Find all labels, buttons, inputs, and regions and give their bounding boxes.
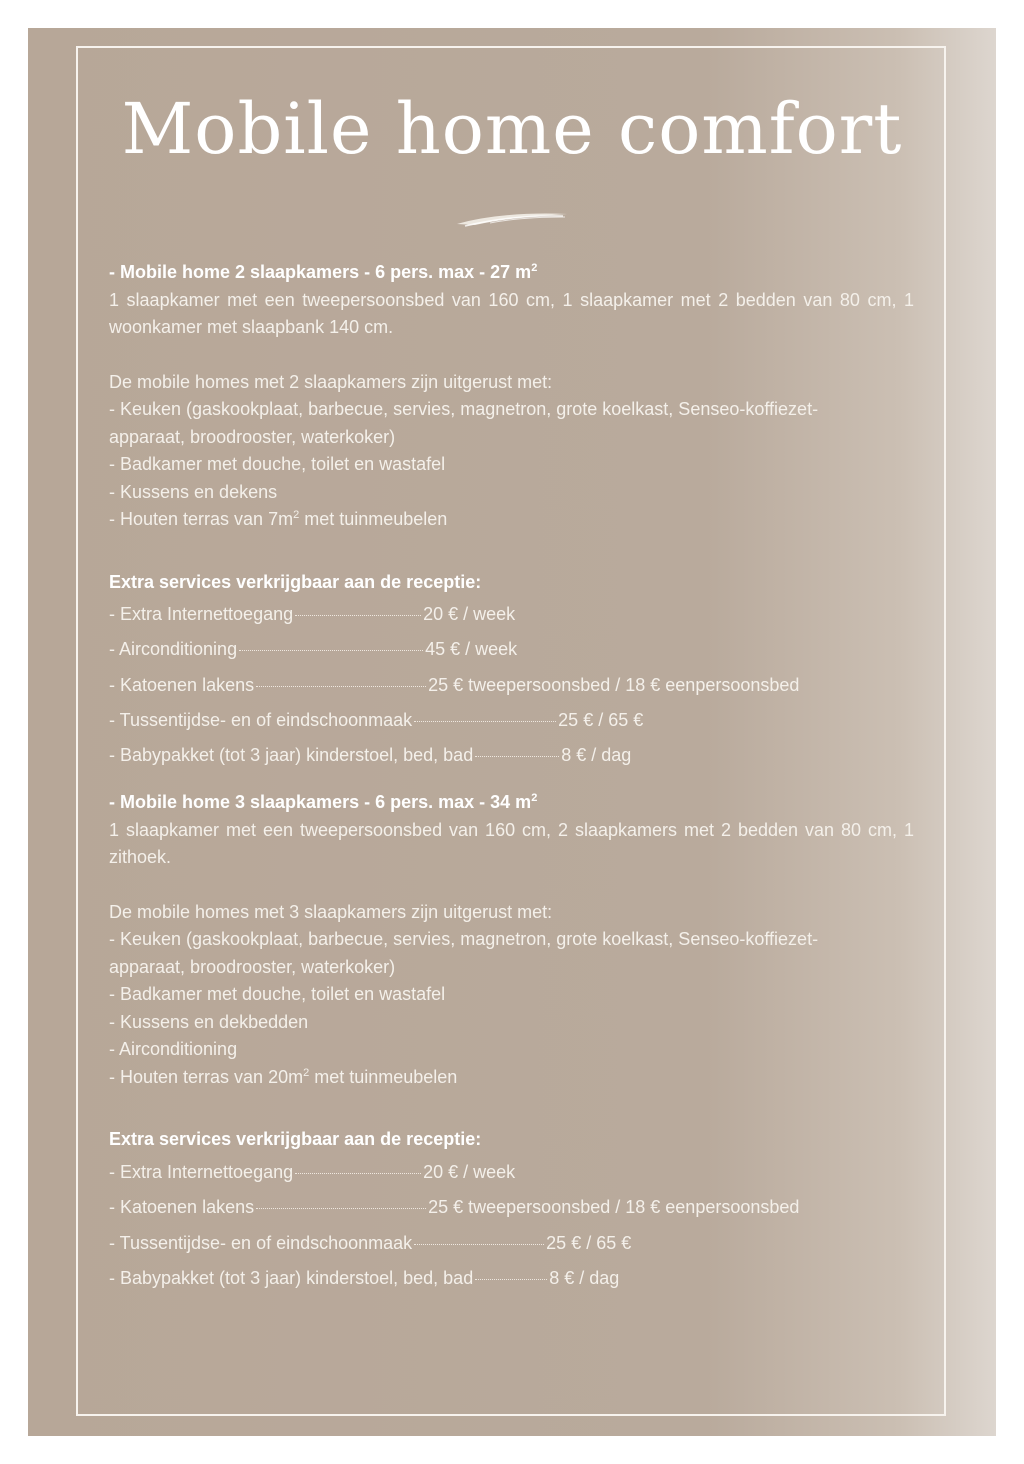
equipment-list: [109, 396, 914, 534]
unit-description: 1 slaapkamer met een tweepersoonsbed van 160 cm, 1 slaapkamer met 2 bedden van 80 cm, 1 woonkamer met slaapbank 140 cm.: [109, 289, 914, 337]
list-item: - Keuken (gaskookplaat, barbecue, servies, magnetron, grote koelkast, Senseo-koffiezet-: [109, 929, 819, 950]
equipped-intro: De mobile homes met 2 slaapkamers zijn uitgerust met:: [109, 371, 553, 392]
list-item: - Badkamer met douche, toilet en wastafel: [109, 454, 446, 474]
price-row: - Tussentijdse- en of eindschoonmaak 25 € / 65 €: [109, 1232, 632, 1253]
unit-2-bedrooms: [109, 259, 914, 777]
equipment-list: [109, 926, 914, 1091]
page-title: Mobile home comfort: [121, 88, 903, 170]
services-list: [109, 1159, 914, 1300]
list-item: apparaat, broodrooster, waterkoker): [109, 956, 396, 977]
price-row: - Katoenen lakens 25 € tweepersoonsbed / 18 € eenpersoonsbed: [109, 674, 800, 695]
list-item: - Kussens en dekbedden: [109, 1011, 309, 1032]
list-item: apparaat, broodrooster, waterkoker): [109, 426, 396, 447]
brush-stroke-icon: [455, 204, 570, 230]
list-item: - Houten terras van $20m^2$ met tuinmeubelen: [109, 1066, 458, 1087]
price-row: - Babypakket (tot 3 jaar) kinderstoel, bed, bad 8 € / dag: [109, 1267, 620, 1288]
list-item: - Kussens en dekens: [109, 481, 278, 502]
price-row: - Babypakket (tot 3 jaar) kinderstoel, bed, bad 8 € / dag: [109, 745, 632, 766]
price-row: - Tussentijdse- en of eindschoonmaak 25 € / 65 €: [109, 709, 644, 730]
list-item: - Airconditioning: [109, 1039, 238, 1060]
unit-heading: - Mobile home 2 slaapkamers - 6 pers. max - 27 $m^2$: [109, 262, 538, 282]
list-item: - Keuken (gaskookplaat, barbecue, servies, magnetron, grote koelkast, Senseo-koffiezet-: [109, 399, 819, 419]
services-title: Extra services verkrijgbaar aan de receptie:: [109, 1129, 482, 1150]
price-row: - Extra Internettoegang 20 € / week: [109, 1161, 516, 1182]
unit-heading: - Mobile home 3 slaapkamers - 6 pers. max - 34 $m^2$: [109, 792, 538, 813]
price-row: - Katoenen lakens 25 € tweepersoonsbed / 18 € eenpersoonsbed: [109, 1197, 800, 1218]
content: [109, 259, 914, 1300]
equipped-intro: De mobile homes met 3 slaapkamers zijn uitgerust met:: [109, 901, 553, 922]
list-item: - Badkamer met douche, toilet en wastafel: [109, 984, 446, 1005]
services-list: [109, 601, 914, 777]
list-item: - Houten terras van $7m^2$ met tuinmeubelen: [109, 509, 448, 529]
unit-3-bedrooms: [109, 789, 914, 1300]
unit-description: 1 slaapkamer met een tweepersoonsbed van 160 cm, 2 slaapkamers met 2 bedden van 80 cm, 1 zithoek.: [109, 819, 914, 868]
price-row: - Airconditioning 45 € / week: [109, 639, 518, 660]
price-row: - Extra Internettoegang 20 € / week: [109, 604, 516, 624]
services-title: Extra services verkrijgbaar aan de receptie:: [109, 571, 482, 592]
